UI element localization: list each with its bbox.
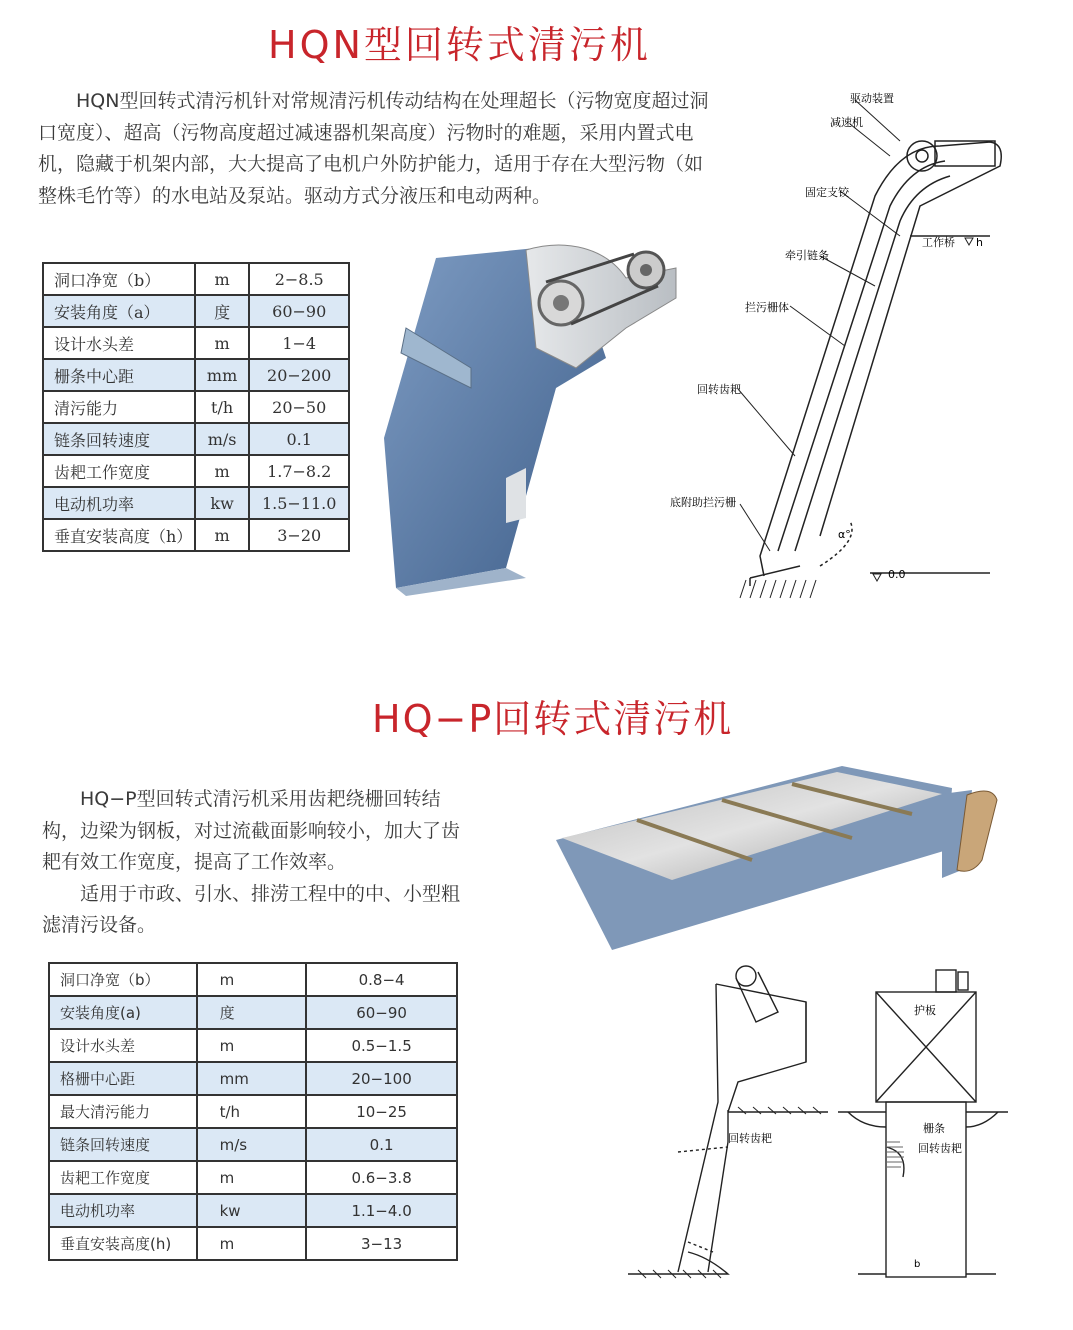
spec-unit: m (195, 327, 250, 359)
spec-unit: m (197, 1161, 307, 1194)
spec-unit: m (195, 455, 250, 487)
label-rake-left: 回转齿耙 (728, 1132, 772, 1145)
spec-unit: 度 (197, 996, 307, 1029)
spec-unit: m (197, 1227, 307, 1260)
spec-name: 栅条中心距 (43, 359, 195, 391)
spec-unit: m (197, 1029, 307, 1062)
hqn-machine-photo (376, 238, 706, 600)
spec-name: 设计水头差 (43, 327, 195, 359)
section2-description (42, 784, 462, 942)
spec-name: 格栅中心距 (49, 1062, 197, 1095)
spec-name: 链条回转速度 (49, 1128, 197, 1161)
spec-row (43, 263, 349, 295)
spec-value: 0.1 (306, 1128, 457, 1161)
spec-name: 安装角度(a) (49, 996, 197, 1029)
spec-name: 清污能力 (43, 391, 195, 423)
section2-desc-2: 适用于市政、引水、排涝工程中的中、小型粗滤清污设备。 (42, 882, 461, 936)
spec-value: 1.7−8.2 (249, 455, 349, 487)
spec-name: 电动机功率 (43, 487, 195, 519)
spec-row (43, 295, 349, 327)
spec-row (49, 1128, 457, 1161)
spec-value: 3−20 (249, 519, 349, 551)
spec-value: 20−50 (249, 391, 349, 423)
section1-title: HQN型回转式清污机 (268, 23, 651, 67)
hqp-machine-photo (552, 760, 1004, 956)
spec-value: 0.1 (249, 423, 349, 455)
spec-unit: kw (197, 1194, 307, 1227)
label-reducer: 减速机 (830, 116, 863, 129)
spec-row (49, 1095, 457, 1128)
label-guard: 护板 (914, 1004, 936, 1017)
spec-row (43, 391, 349, 423)
spec-value: 1.5−11.0 (249, 487, 349, 519)
spec-row (43, 423, 349, 455)
spec-row (43, 327, 349, 359)
spec-value: 60−90 (306, 996, 457, 1029)
spec-value: 1−4 (249, 327, 349, 359)
spec-row (49, 963, 457, 996)
spec-row (43, 519, 349, 551)
label-hinge: 固定支铰 (805, 186, 849, 199)
spec-name: 设计水头差 (49, 1029, 197, 1062)
section2-desc-1: HQ−P型回转式清污机采用齿耙绕栅回转结构，边梁为钢板，对过流截面影响较小，加大了齿耙有效工作宽度，提高了工作效率。 (42, 788, 461, 873)
spec-row (49, 1161, 457, 1194)
spec-unit: kw (195, 487, 250, 519)
spec-name: 齿耙工作宽度 (49, 1161, 197, 1194)
spec-name: 垂直安装高度（h） (43, 519, 195, 551)
label-zero: 0.0 (888, 568, 906, 581)
spec-row (43, 455, 349, 487)
spec-value: 3−13 (306, 1227, 457, 1260)
spec-unit: mm (195, 359, 250, 391)
spec-name: 安装角度（a） (43, 295, 195, 327)
section1-spec-table (42, 262, 350, 552)
spec-unit: m (195, 519, 250, 551)
spec-unit: mm (197, 1062, 307, 1095)
label-body: 拦污栅体 (745, 301, 789, 314)
spec-name: 垂直安装高度(h) (49, 1227, 197, 1260)
label-b: b (914, 1259, 921, 1270)
spec-unit: 度 (195, 295, 250, 327)
spec-name: 洞口净宽（b） (49, 963, 197, 996)
spec-name: 齿耙工作宽度 (43, 455, 195, 487)
spec-unit: m (195, 263, 250, 295)
spec-row (49, 1227, 457, 1260)
spec-row (43, 359, 349, 391)
spec-value: 1.1−4.0 (306, 1194, 457, 1227)
hqn-structure-diagram (660, 86, 1050, 606)
spec-unit: t/h (195, 391, 250, 423)
label-alpha: α° (838, 528, 851, 541)
spec-unit: m/s (197, 1128, 307, 1161)
label-bars: 栅条 (923, 1122, 945, 1135)
spec-value: 20−100 (306, 1062, 457, 1095)
section2-title: HQ−P回转式清污机 (372, 697, 734, 741)
spec-value: 2−8.5 (249, 263, 349, 295)
spec-value: 0.8−4 (306, 963, 457, 996)
spec-row (43, 487, 349, 519)
spec-row (49, 996, 457, 1029)
spec-name: 最大清污能力 (49, 1095, 197, 1128)
spec-value: 0.6−3.8 (306, 1161, 457, 1194)
spec-unit: m/s (195, 423, 250, 455)
spec-value: 10−25 (306, 1095, 457, 1128)
spec-row (49, 1062, 457, 1095)
label-drive: 驱动装置 (850, 92, 894, 105)
label-bottom: 底附助拦污栅 (670, 496, 736, 509)
spec-unit: t/h (197, 1095, 307, 1128)
spec-unit: m (197, 963, 307, 996)
spec-value: 20−200 (249, 359, 349, 391)
section1-description: HQN型回转式清污机针对常规清污机传动结构在处理超长（污物宽度超过洞口宽度）、超高（污物高度超过减速器机架高度）污物时的难题，采用内置式电机，隐藏于机架内部，大大提高了电机户外防护能力，适用于存在大型污物（如整株毛竹等）的水电站及泵站。驱动方式分液压和电动两种。 (38, 90, 709, 207)
hqp-structure-diagram (618, 962, 1020, 1284)
section2-spec-table (48, 962, 458, 1261)
spec-name: 电动机功率 (49, 1194, 197, 1227)
spec-name: 洞口净宽（b） (43, 263, 195, 295)
spec-row (49, 1029, 457, 1062)
label-chain: 牵引链条 (785, 249, 829, 262)
label-rake: 回转齿耙 (697, 383, 741, 396)
label-bridge: 工作桥 (922, 236, 955, 249)
label-rake-right: 回转齿耙 (918, 1142, 962, 1155)
spec-value: 0.5−1.5 (306, 1029, 457, 1062)
spec-value: 60−90 (249, 295, 349, 327)
spec-row (49, 1194, 457, 1227)
spec-name: 链条回转速度 (43, 423, 195, 455)
label-h: h (976, 236, 983, 249)
